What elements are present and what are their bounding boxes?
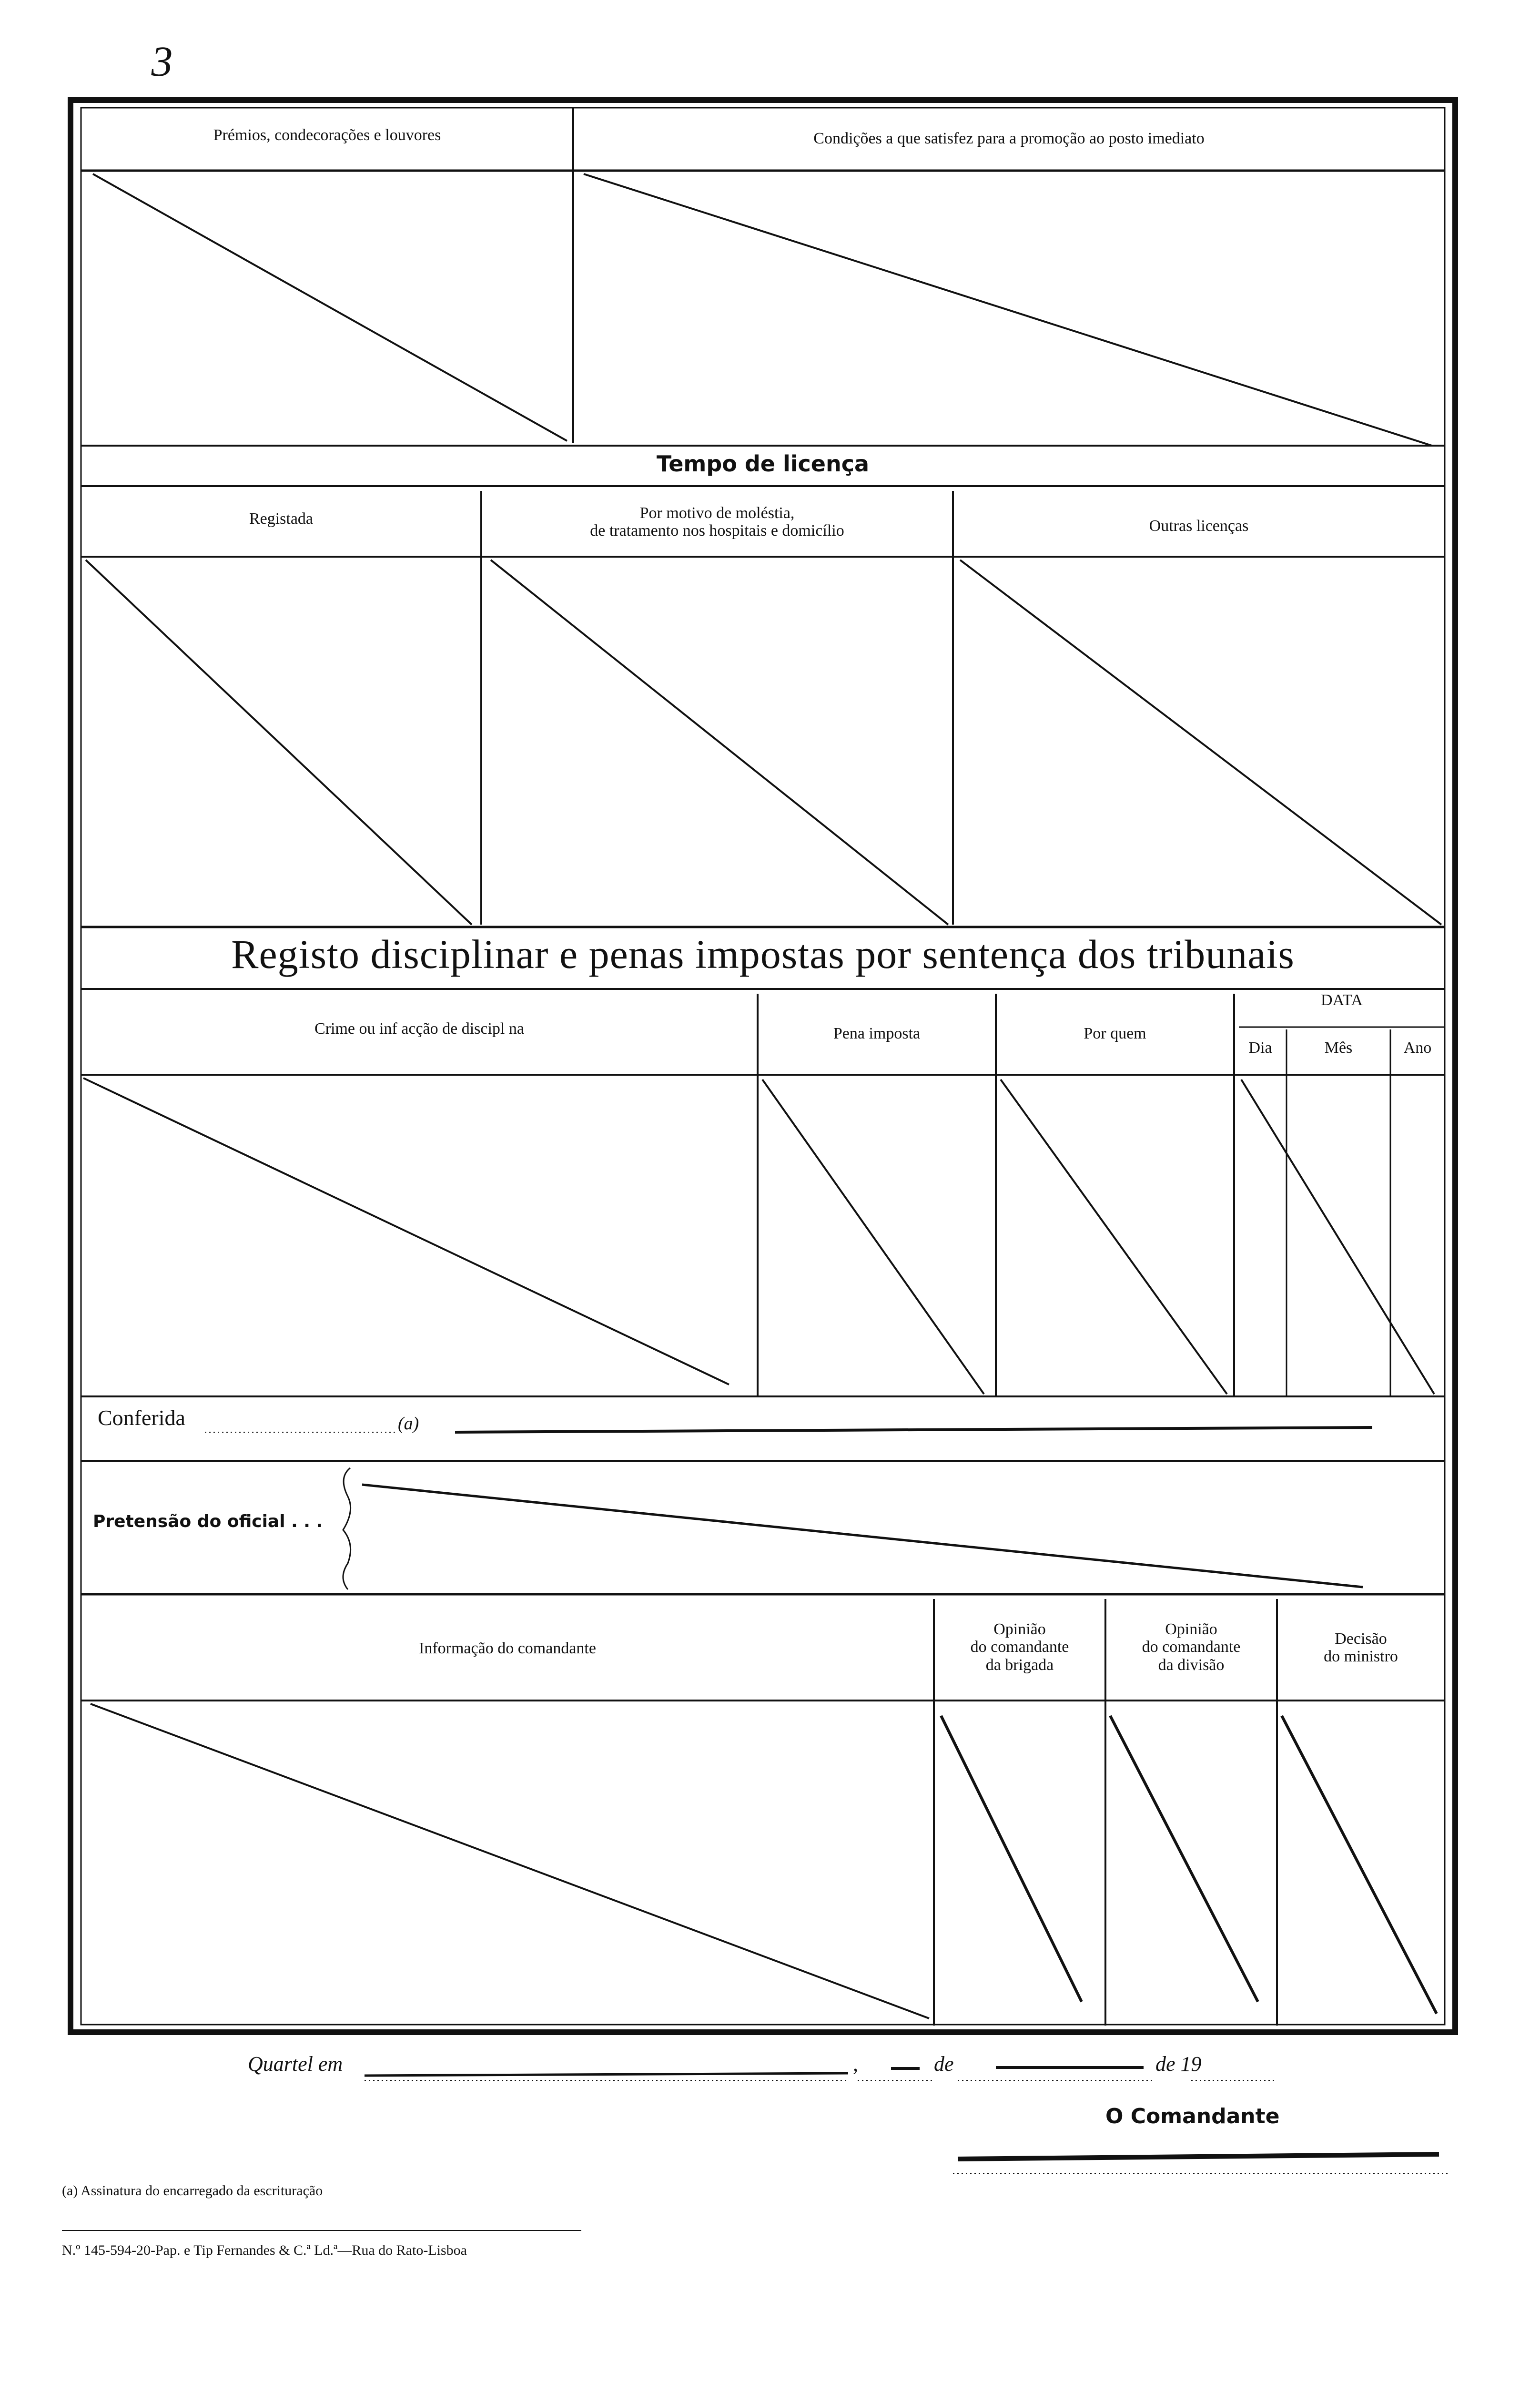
col-brigade-opinion-l2: do comandante xyxy=(970,1638,1069,1656)
disciplinary-section-title: Registo disciplinar e penas impostas por sentença dos tribunais xyxy=(231,931,1295,977)
col-awards: Prémios, condecorações e louvores xyxy=(213,126,441,144)
footnote: (a) Assinatura do encarregado da escrituração xyxy=(62,2183,323,2199)
col-crime: Crime ou inf acção de discipl na xyxy=(314,1020,524,1038)
col-minister-decision-l2: do ministro xyxy=(1324,1648,1398,1666)
col-day: Dia xyxy=(1248,1039,1272,1057)
col-division-opinion-l2: do comandante xyxy=(1142,1638,1241,1656)
col-leave-illness xyxy=(481,504,953,540)
footer-comma: , xyxy=(853,2052,858,2076)
printer-imprint: N.º 145-594-20-Pap. e Tip Fernandes & C.ª Ld.ª—Rua do Rato-Lisboa xyxy=(62,2242,467,2258)
officer-request-label: Pretensão do oficial . . . xyxy=(93,1512,323,1531)
leave-section-title: Tempo de licença xyxy=(656,451,870,477)
commander-signature-label: O Comandante xyxy=(1105,2104,1280,2128)
verified-label: Conferida xyxy=(98,1405,185,1430)
col-commander-info: Informação do comandante xyxy=(419,1640,596,1657)
col-leave-registered: Registada xyxy=(249,510,314,528)
col-leave-illness-line1: Por motivo de moléstia, xyxy=(639,504,795,522)
footer-de-19: de 19 xyxy=(1155,2052,1202,2076)
col-leave-other: Outras licenças xyxy=(1149,517,1249,535)
col-penalty: Pena imposta xyxy=(833,1025,921,1042)
col-month: Mês xyxy=(1324,1039,1353,1057)
col-brigade-opinion xyxy=(934,1620,1105,1674)
col-promotion-conditions: Condições a que satisfez para a promoção ao posto imediato xyxy=(813,130,1205,147)
col-brigade-opinion-l3: da brigada xyxy=(985,1656,1054,1674)
col-leave-illness-line2: de tratamento nos hospitais e domicílio xyxy=(590,522,844,540)
col-division-opinion xyxy=(1105,1620,1277,1674)
verified-note-ref: (a) xyxy=(398,1414,419,1434)
col-year: Ano xyxy=(1403,1039,1432,1057)
col-minister-decision xyxy=(1277,1630,1445,1666)
col-brigade-opinion-l1: Opinião xyxy=(993,1620,1046,1638)
col-date: DATA xyxy=(1321,991,1363,1009)
footer-de: de xyxy=(934,2052,954,2076)
footer-quartel: Quartel em xyxy=(248,2052,343,2076)
col-by-whom: Por quem xyxy=(1084,1025,1146,1042)
col-minister-decision-l1: Decisão xyxy=(1335,1630,1387,1648)
col-division-opinion-l1: Opinião xyxy=(1165,1620,1217,1638)
col-division-opinion-l3: da divisão xyxy=(1158,1656,1225,1674)
page-mark: 3 xyxy=(151,38,173,85)
